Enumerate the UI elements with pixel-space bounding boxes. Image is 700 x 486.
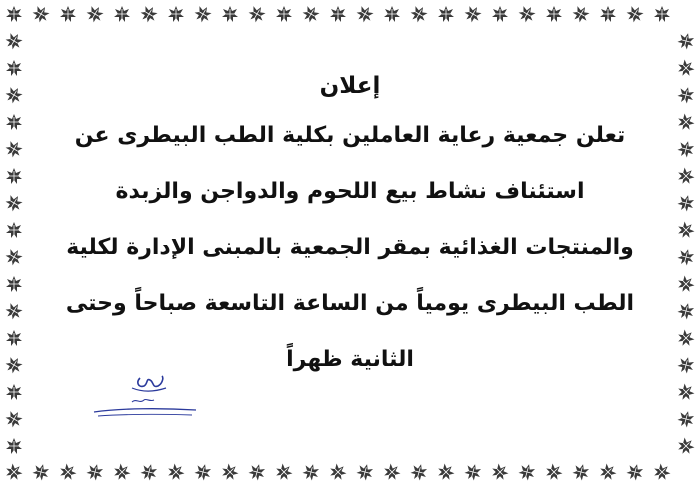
border-leaf — [675, 165, 698, 188]
notice-line-2: استئناف نشاط بيع اللحوم والدواجن والزبدة — [115, 179, 585, 204]
border-leaf — [600, 6, 616, 22]
border-leaf — [654, 6, 670, 22]
border-leaf — [111, 461, 134, 484]
border-leaf — [60, 6, 76, 22]
border-leaf — [543, 461, 566, 484]
border-leaf — [3, 246, 25, 268]
border-leaf — [3, 354, 25, 376]
border-leaf — [675, 219, 698, 242]
border-leaf — [675, 435, 698, 458]
border-leaf — [6, 330, 22, 346]
border-leaf — [193, 462, 213, 482]
border-leaf — [597, 461, 620, 484]
border-leaf — [571, 462, 591, 482]
border-leaf — [3, 84, 25, 106]
border-leaf — [327, 461, 350, 484]
border-leaf — [84, 3, 106, 25]
border-leaf — [517, 462, 537, 482]
border-leaf — [676, 139, 696, 159]
border-leaf — [138, 3, 160, 25]
border-leaf — [165, 461, 188, 484]
notice-line-3: والمنتجات الغذائية بمقر الجمعية بالمبنى الإدارة لكلية — [66, 235, 634, 260]
border-leaf — [3, 192, 25, 214]
border-leaf — [489, 461, 512, 484]
border-leaf — [219, 461, 242, 484]
border-leaf — [492, 6, 508, 22]
border-leaf — [300, 3, 322, 25]
border-leaf — [276, 6, 292, 22]
border-leaf — [676, 31, 696, 51]
border-leaf — [247, 462, 267, 482]
border-leaf — [3, 138, 25, 160]
border-leaf — [330, 6, 346, 22]
border-leaf — [6, 384, 22, 400]
border-leaf — [6, 438, 22, 454]
border-leaf — [675, 327, 698, 350]
border-leaf — [3, 30, 25, 52]
border-leaf — [6, 6, 22, 22]
border-leaf — [676, 301, 696, 321]
border-leaf — [222, 6, 238, 22]
border-leaf — [301, 462, 321, 482]
border-leaf — [355, 462, 375, 482]
border-leaf — [57, 461, 80, 484]
border-leaf — [463, 462, 483, 482]
border-leaf — [6, 168, 22, 184]
notice-title: إعلان — [319, 73, 381, 99]
handwritten-signature — [92, 368, 202, 424]
border-leaf — [139, 462, 159, 482]
border-leaf — [675, 111, 698, 134]
border-leaf — [408, 3, 430, 25]
border-leaf — [570, 3, 592, 25]
border-leaf — [676, 409, 696, 429]
border-leaf — [30, 3, 52, 25]
border-leaf — [246, 3, 268, 25]
border-leaf — [675, 381, 698, 404]
border-leaf — [168, 6, 184, 22]
notice-line-1: تعلن جمعية رعاية العاملين بكلية الطب البيطرى عن — [74, 123, 626, 148]
border-leaf — [676, 247, 696, 267]
border-leaf — [354, 3, 376, 25]
border-leaf — [435, 461, 458, 484]
border-leaf — [85, 462, 105, 482]
border-leaf — [546, 6, 562, 22]
border-leaf — [675, 273, 698, 296]
border-leaf — [6, 222, 22, 238]
notice-line-4: الطب البيطرى يومياً من الساعة التاسعة صباحاً وحتى — [65, 291, 635, 316]
border-leaf — [6, 276, 22, 292]
border-leaf — [31, 462, 51, 482]
border-leaf — [625, 462, 645, 482]
border-leaf — [3, 461, 26, 484]
border-leaf — [6, 114, 22, 130]
border-leaf — [3, 408, 25, 430]
border-leaf — [676, 85, 696, 105]
border-leaf — [192, 3, 214, 25]
border-leaf — [516, 3, 538, 25]
border-leaf — [651, 461, 674, 484]
border-leaf — [6, 60, 22, 76]
border-leaf — [114, 6, 130, 22]
border-leaf — [676, 355, 696, 375]
border-leaf — [381, 461, 404, 484]
border-leaf — [384, 6, 400, 22]
border-leaf — [675, 57, 698, 80]
border-leaf — [676, 193, 696, 213]
border-leaf — [462, 3, 484, 25]
notice-body — [40, 64, 660, 388]
border-leaf — [409, 462, 429, 482]
border-leaf — [438, 6, 454, 22]
border-leaf — [624, 3, 646, 25]
notice-line-5: الثانية ظهراً — [286, 347, 414, 372]
border-leaf — [3, 300, 25, 322]
border-leaf — [273, 461, 296, 484]
